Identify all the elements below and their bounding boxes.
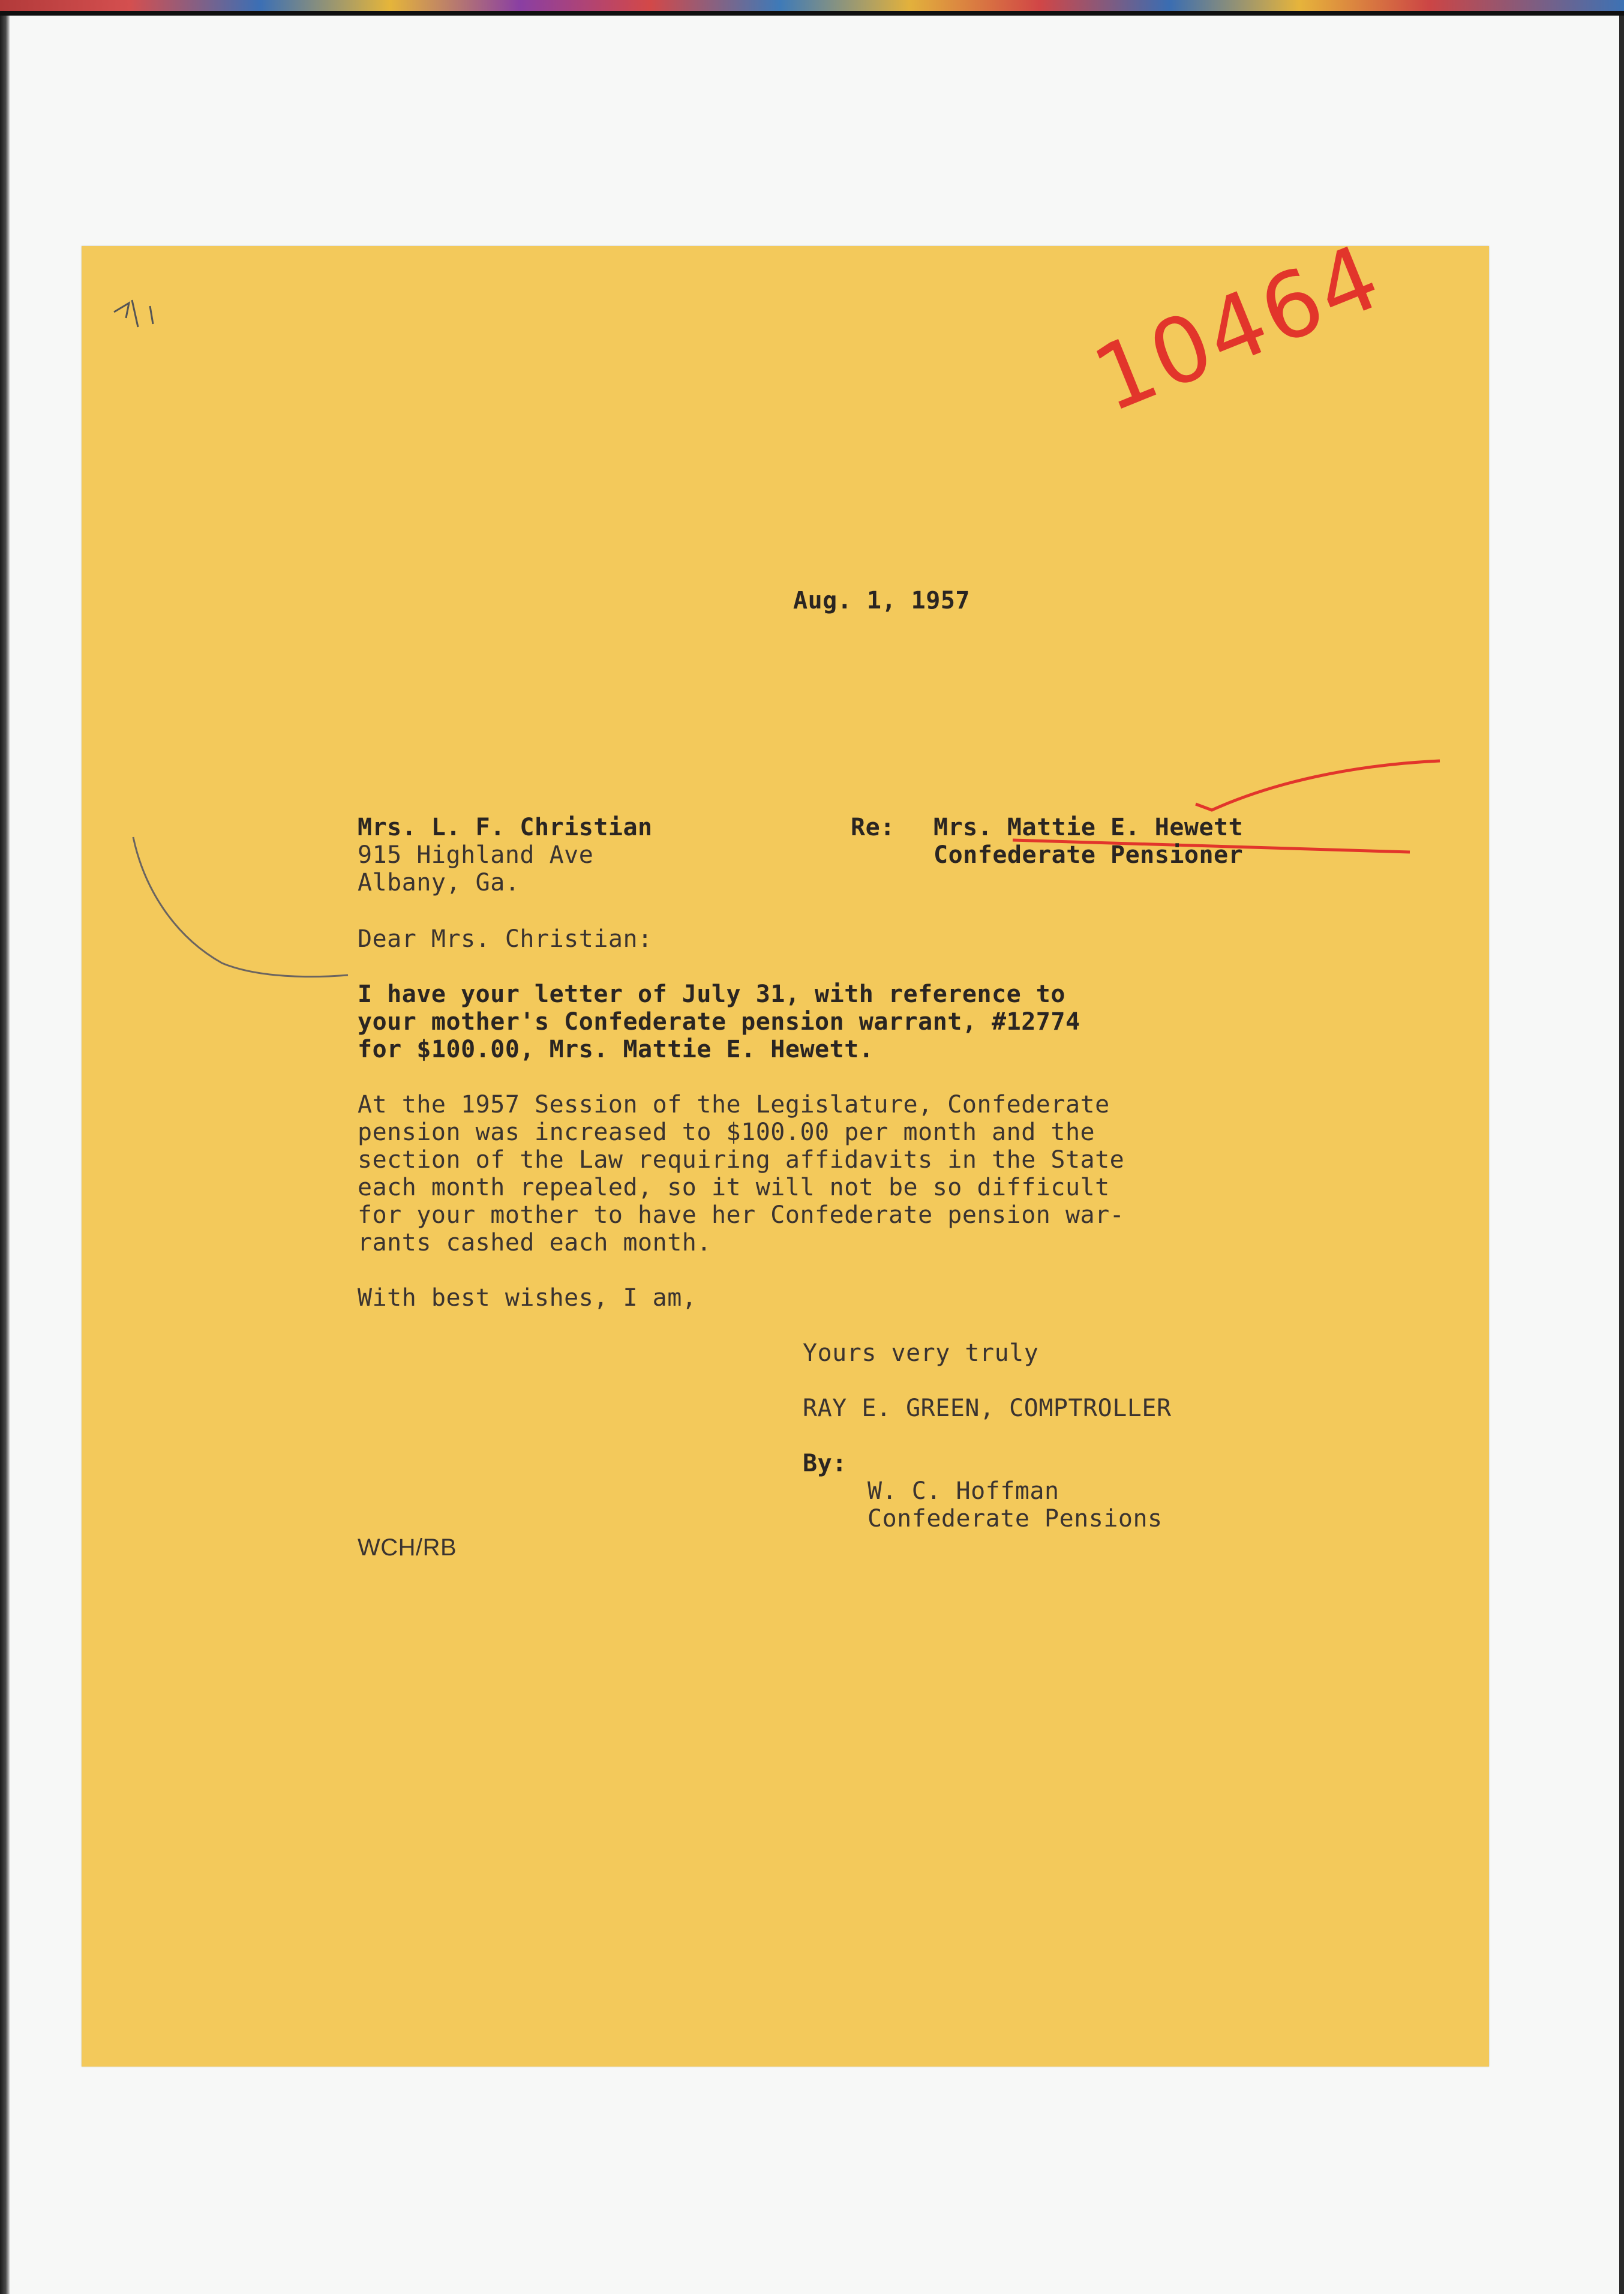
- paragraph-2-line: At the 1957 Session of the Legislature, Confederate: [358, 1091, 1110, 1118]
- paragraph-2-line: rants cashed each month.: [358, 1229, 712, 1257]
- salutation: Dear Mrs. Christian:: [358, 925, 653, 953]
- signer-name: W. C. Hoffman: [867, 1477, 1059, 1505]
- margin-pencil-curve: [133, 837, 348, 977]
- paragraph-2-line: each month repealed, so it will not be so difficult: [358, 1174, 1110, 1201]
- paragraph-2-line: for your mother to have her Confederate pension war-: [358, 1201, 1125, 1229]
- paragraph-1-line: I have your letter of July 31, with reference to: [358, 980, 1065, 1008]
- by-label: By:: [803, 1450, 847, 1477]
- re-title: Confederate Pensioner: [933, 841, 1244, 869]
- signatory: RAY E. GREEN, COMPTROLLER: [803, 1395, 1172, 1422]
- recipient-name: Mrs. L. F. Christian: [358, 814, 653, 841]
- handwritten-file-number: 10464: [1080, 224, 1396, 433]
- letter-date: Aug. 1, 1957: [793, 587, 970, 614]
- corner-pencil-tick: [114, 300, 153, 327]
- typist-initials: WCH/RB: [358, 1534, 457, 1561]
- recipient-street: 915 Highland Ave: [358, 841, 594, 869]
- paragraph-2-line: pension was increased to $100.00 per month and the: [358, 1118, 1095, 1146]
- paragraph-1-line: your mother's Confederate pension warrant, #12774: [358, 1008, 1080, 1036]
- re-name: Mrs. Mattie E. Hewett: [933, 814, 1244, 841]
- signer-title: Confederate Pensions: [867, 1505, 1163, 1533]
- recipient-city: Albany, Ga.: [358, 869, 520, 896]
- complimentary-close: Yours very truly: [803, 1339, 1039, 1367]
- paragraph-1-line: for $100.00, Mrs. Mattie E. Hewett.: [358, 1036, 874, 1063]
- closing-line: With best wishes, I am,: [358, 1284, 697, 1312]
- re-label: Re:: [851, 814, 895, 841]
- paragraph-2-line: section of the Law requiring affidavits in the State: [358, 1146, 1125, 1174]
